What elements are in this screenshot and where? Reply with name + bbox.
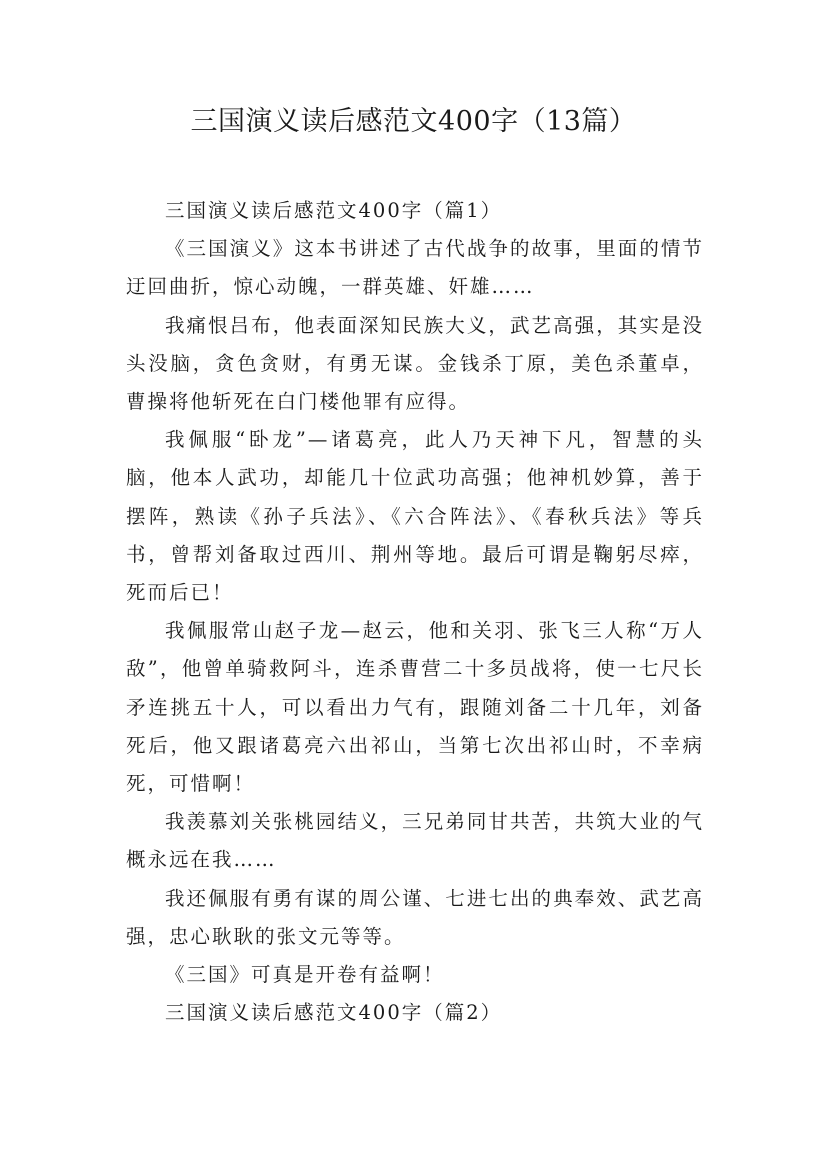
paragraph-peach-garden: 我羡慕刘关张桃园结义，三兄弟同甘共苦，共筑大业的气概永远在我…… bbox=[126, 810, 704, 872]
section-heading-2: 三国演义读后感范文400字（篇2） bbox=[165, 1001, 503, 1025]
paragraph-intro: 《三国演义》这本书讲述了古代战争的故事，里面的情节迂回曲折，惊心动魄，一群英雄、奸雄…… bbox=[126, 237, 704, 299]
section-heading-1: 三国演义读后感范文400字（篇1） bbox=[165, 199, 503, 222]
paragraph-other-heroes: 我还佩服有勇有谋的周公谨、七进七出的典奉效、武艺高强，忠心耿耿的张文元等等。 bbox=[126, 886, 704, 948]
paragraph-conclusion: 《三国》可真是开卷有益啊！ bbox=[165, 963, 445, 987]
paragraph-zhuge-liang: 我佩服“卧龙”—诸葛亮，此人乃天神下凡，智慧的头脑，他本人武功，却能几十位武功高强；他神机妙算，善于摆阵，熟读《孙子兵法》、《六合阵法》、《春秋兵法》等兵书，曾帮刘备取过西川、荆州等地。最后可谓是鞠躬尽瘁，死而后已！ bbox=[126, 428, 704, 605]
paragraph-zhao-yun: 我佩服常山赵子龙—赵云，他和关羽、张飞三人称“万人敌”，他曾单骑救阿斗，连杀曹营二十多员战将，使一七尺长矛连挑五十人，可以看出力气有，跟随刘备二十几年，刘备死后，他又跟诸葛亮六出祁山，当第七次出祁山时，不幸病死，可惜啊！ bbox=[126, 619, 704, 796]
paragraph-lu-bu: 我痛恨吕布，他表面深知民族大义，武艺高强，其实是没头没脑，贪色贪财，有勇无谋。金钱杀丁原，美色杀董卓，曹操将他斩死在白门楼他罪有应得。 bbox=[126, 313, 704, 414]
document-title: 三国演义读后感范文400字（13篇） bbox=[190, 106, 637, 137]
document-body bbox=[126, 192, 704, 1032]
